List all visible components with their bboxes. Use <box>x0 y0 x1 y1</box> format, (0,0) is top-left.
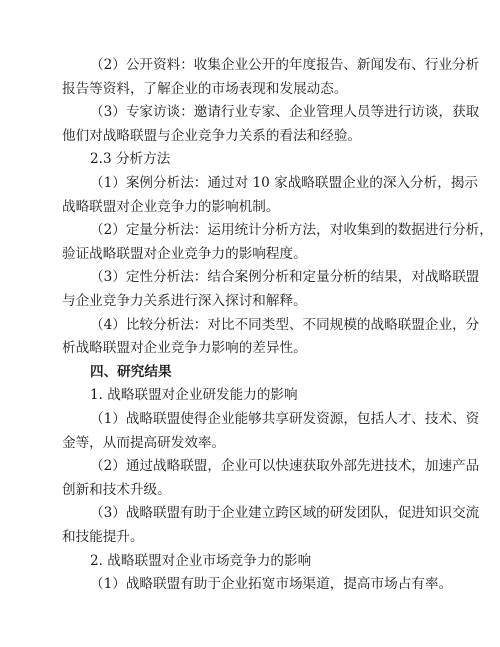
paragraph-line: （1）战略联盟使得企业能够共享研发资源，包括人才、技术、资 <box>90 411 480 427</box>
section-heading: 2. 战略联盟对企业市场竞争力的影响 <box>90 552 312 569</box>
section-heading: 1. 战略联盟对企业研发能力的影响 <box>90 387 298 404</box>
paragraph-line: （2）通过战略联盟，企业可以快速获取外部先进技术，加速产品 <box>90 458 480 475</box>
paragraph-line: （3）战略联盟有助于企业建立跨区域的研发团队，促进知识交流 <box>90 505 480 522</box>
paragraph-line: 和技能提升。 <box>62 529 144 545</box>
paragraph-line: 与企业竞争力关系进行深入探讨和解释。 <box>62 293 307 309</box>
paragraph-line: （2）定量分析法：运用统计分析方法，对收集到的数据进行分析， <box>90 222 493 239</box>
paragraph-line: 报告等资料，了解企业的市场表现和发展动态。 <box>62 80 348 97</box>
paragraph-line: 他们对战略联盟与企业竞争力关系的看法和经验。 <box>62 127 362 144</box>
paragraph-line: （3）定性分析法：结合案例分析和定量分析的结果，对战略联盟 <box>90 269 480 286</box>
chapter-heading: 四、研究结果 <box>90 363 172 380</box>
paragraph-line: （4）比较分析法：对比不同类型、不同规模的战略联盟企业，分 <box>90 316 480 333</box>
paragraph-line: 创新和技术升级。 <box>62 481 171 498</box>
paragraph-line: 验证战略联盟对企业竞争力的影响程度。 <box>62 245 307 262</box>
paragraph-line: （1）案例分析法：通过对 10 家战略联盟企业的深入分析，揭示 <box>90 175 479 191</box>
paragraph-line: （2）公开资料：收集企业公开的年度报告、新闻发布、行业分析 <box>90 57 480 73</box>
paragraph-line: 析战略联盟对企业竞争力影响的差异性。 <box>62 340 307 357</box>
paragraph-line: （1）战略联盟有助于企业拓宽市场渠道，提高市场占有率。 <box>90 576 453 593</box>
paragraph-line: （3）专家访谈：邀请行业专家、企业管理人员等进行访谈，获取 <box>90 104 480 121</box>
paragraph-line: 金等，从而提高研发效率。 <box>62 434 226 451</box>
section-heading: 2.3 分析方法 <box>90 151 171 168</box>
paragraph-line: 战略联盟对企业竞争力的影响机制。 <box>62 198 280 215</box>
